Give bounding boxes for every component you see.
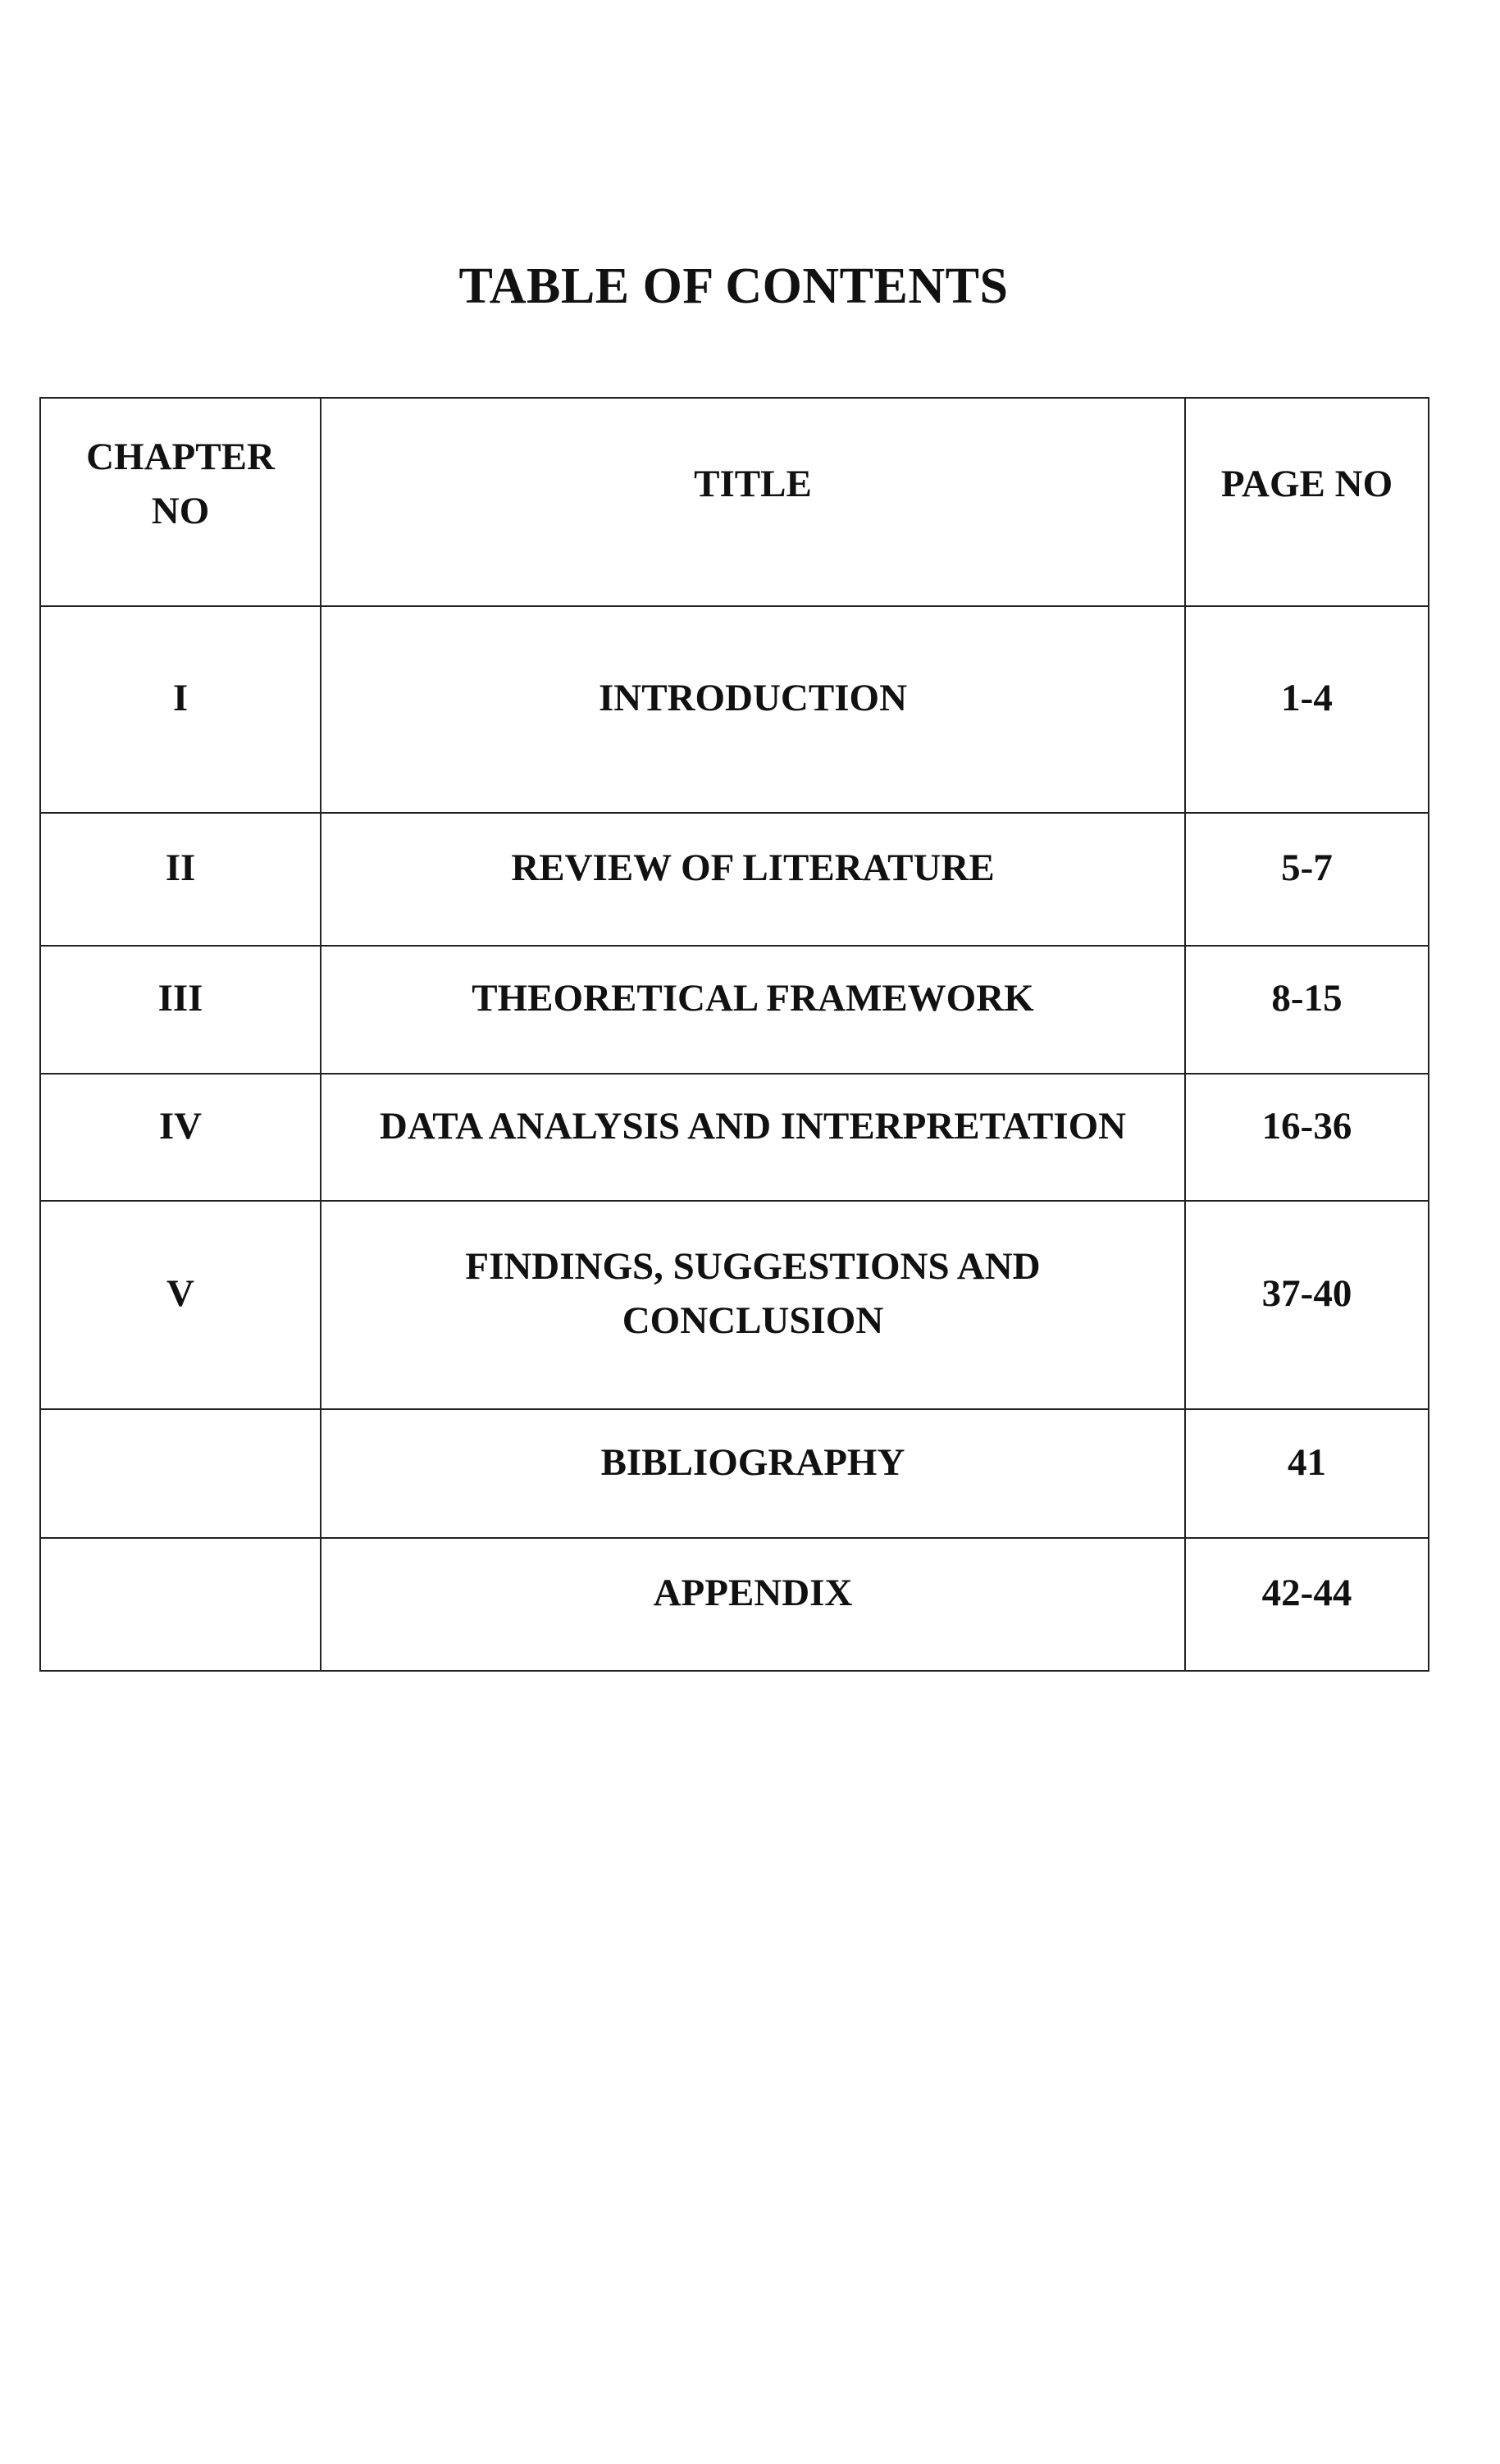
page-cell: [1185, 1201, 1429, 1409]
chapter-cell: [40, 1074, 321, 1201]
table-row: [40, 1074, 1429, 1201]
title-cell: [321, 1201, 1185, 1409]
header-chapter-line2: NO: [151, 490, 210, 532]
page-range: 41: [1288, 1440, 1326, 1484]
title-cell: [321, 606, 1185, 813]
chapter-cell: [40, 1201, 321, 1409]
chapter-title: BIBLIOGRAPHY: [600, 1440, 905, 1484]
table-row: [40, 813, 1429, 946]
chapter-cell: [40, 946, 321, 1074]
chapter-title: REVIEW OF LITERATURE: [511, 846, 995, 889]
chapter-title: THEORETICAL FRAMEWORK: [472, 977, 1034, 1020]
title-cell: [321, 946, 1185, 1074]
chapter-title: APPENDIX: [653, 1572, 853, 1614]
header-title-text: TITLE: [694, 463, 812, 505]
title-cell: [321, 1074, 1185, 1201]
title-cell: [321, 813, 1185, 946]
page-range: 37-40: [1261, 1272, 1352, 1315]
page-cell: [1185, 813, 1429, 946]
table-of-contents: [39, 397, 1429, 1672]
chapter-title: DATA ANALYSIS AND INTERPRETATION: [379, 1104, 1127, 1148]
page-range: 5-7: [1281, 846, 1333, 889]
chapter-title: INTRODUCTION: [598, 677, 908, 719]
chapter-number: II: [165, 846, 196, 889]
page-range: 42-44: [1261, 1572, 1352, 1614]
table-row: [40, 1409, 1429, 1538]
page-cell: [1185, 1074, 1429, 1201]
header-title: [321, 398, 1185, 606]
chapter-number: V: [166, 1272, 194, 1315]
chapter-number: III: [157, 977, 203, 1020]
table-row: [40, 946, 1429, 1074]
table-header-row: [40, 398, 1429, 606]
chapter-cell: [40, 1409, 321, 1538]
title-cell: [321, 1409, 1185, 1538]
chapter-title-line2: CONCLUSION: [622, 1299, 884, 1342]
header-chapter-no: [40, 398, 321, 606]
chapter-cell: [40, 1538, 321, 1671]
page-range: 1-4: [1281, 677, 1333, 719]
page-range: 8-15: [1271, 977, 1343, 1020]
table-row: [40, 1538, 1429, 1671]
chapter-number: I: [172, 677, 189, 719]
header-chapter-line1: CHAPTER: [86, 436, 275, 478]
page-cell: [1185, 1538, 1429, 1671]
chapter-cell: [40, 606, 321, 813]
table-row: [40, 606, 1429, 813]
title-cell: [321, 1538, 1185, 1671]
chapter-cell: [40, 813, 321, 946]
chapter-number: IV: [158, 1104, 203, 1148]
chapter-title-line1: FINDINGS, SUGGESTIONS AND: [465, 1245, 1041, 1288]
table-row: [40, 1201, 1429, 1409]
page-title: TABLE OF CONTENTS: [458, 258, 1009, 314]
header-page-text: PAGE NO: [1220, 463, 1393, 505]
page-cell: [1185, 946, 1429, 1074]
page-range: 16-36: [1261, 1104, 1352, 1148]
header-page-no: [1185, 398, 1429, 606]
page-cell: [1185, 606, 1429, 813]
page-cell: [1185, 1409, 1429, 1538]
